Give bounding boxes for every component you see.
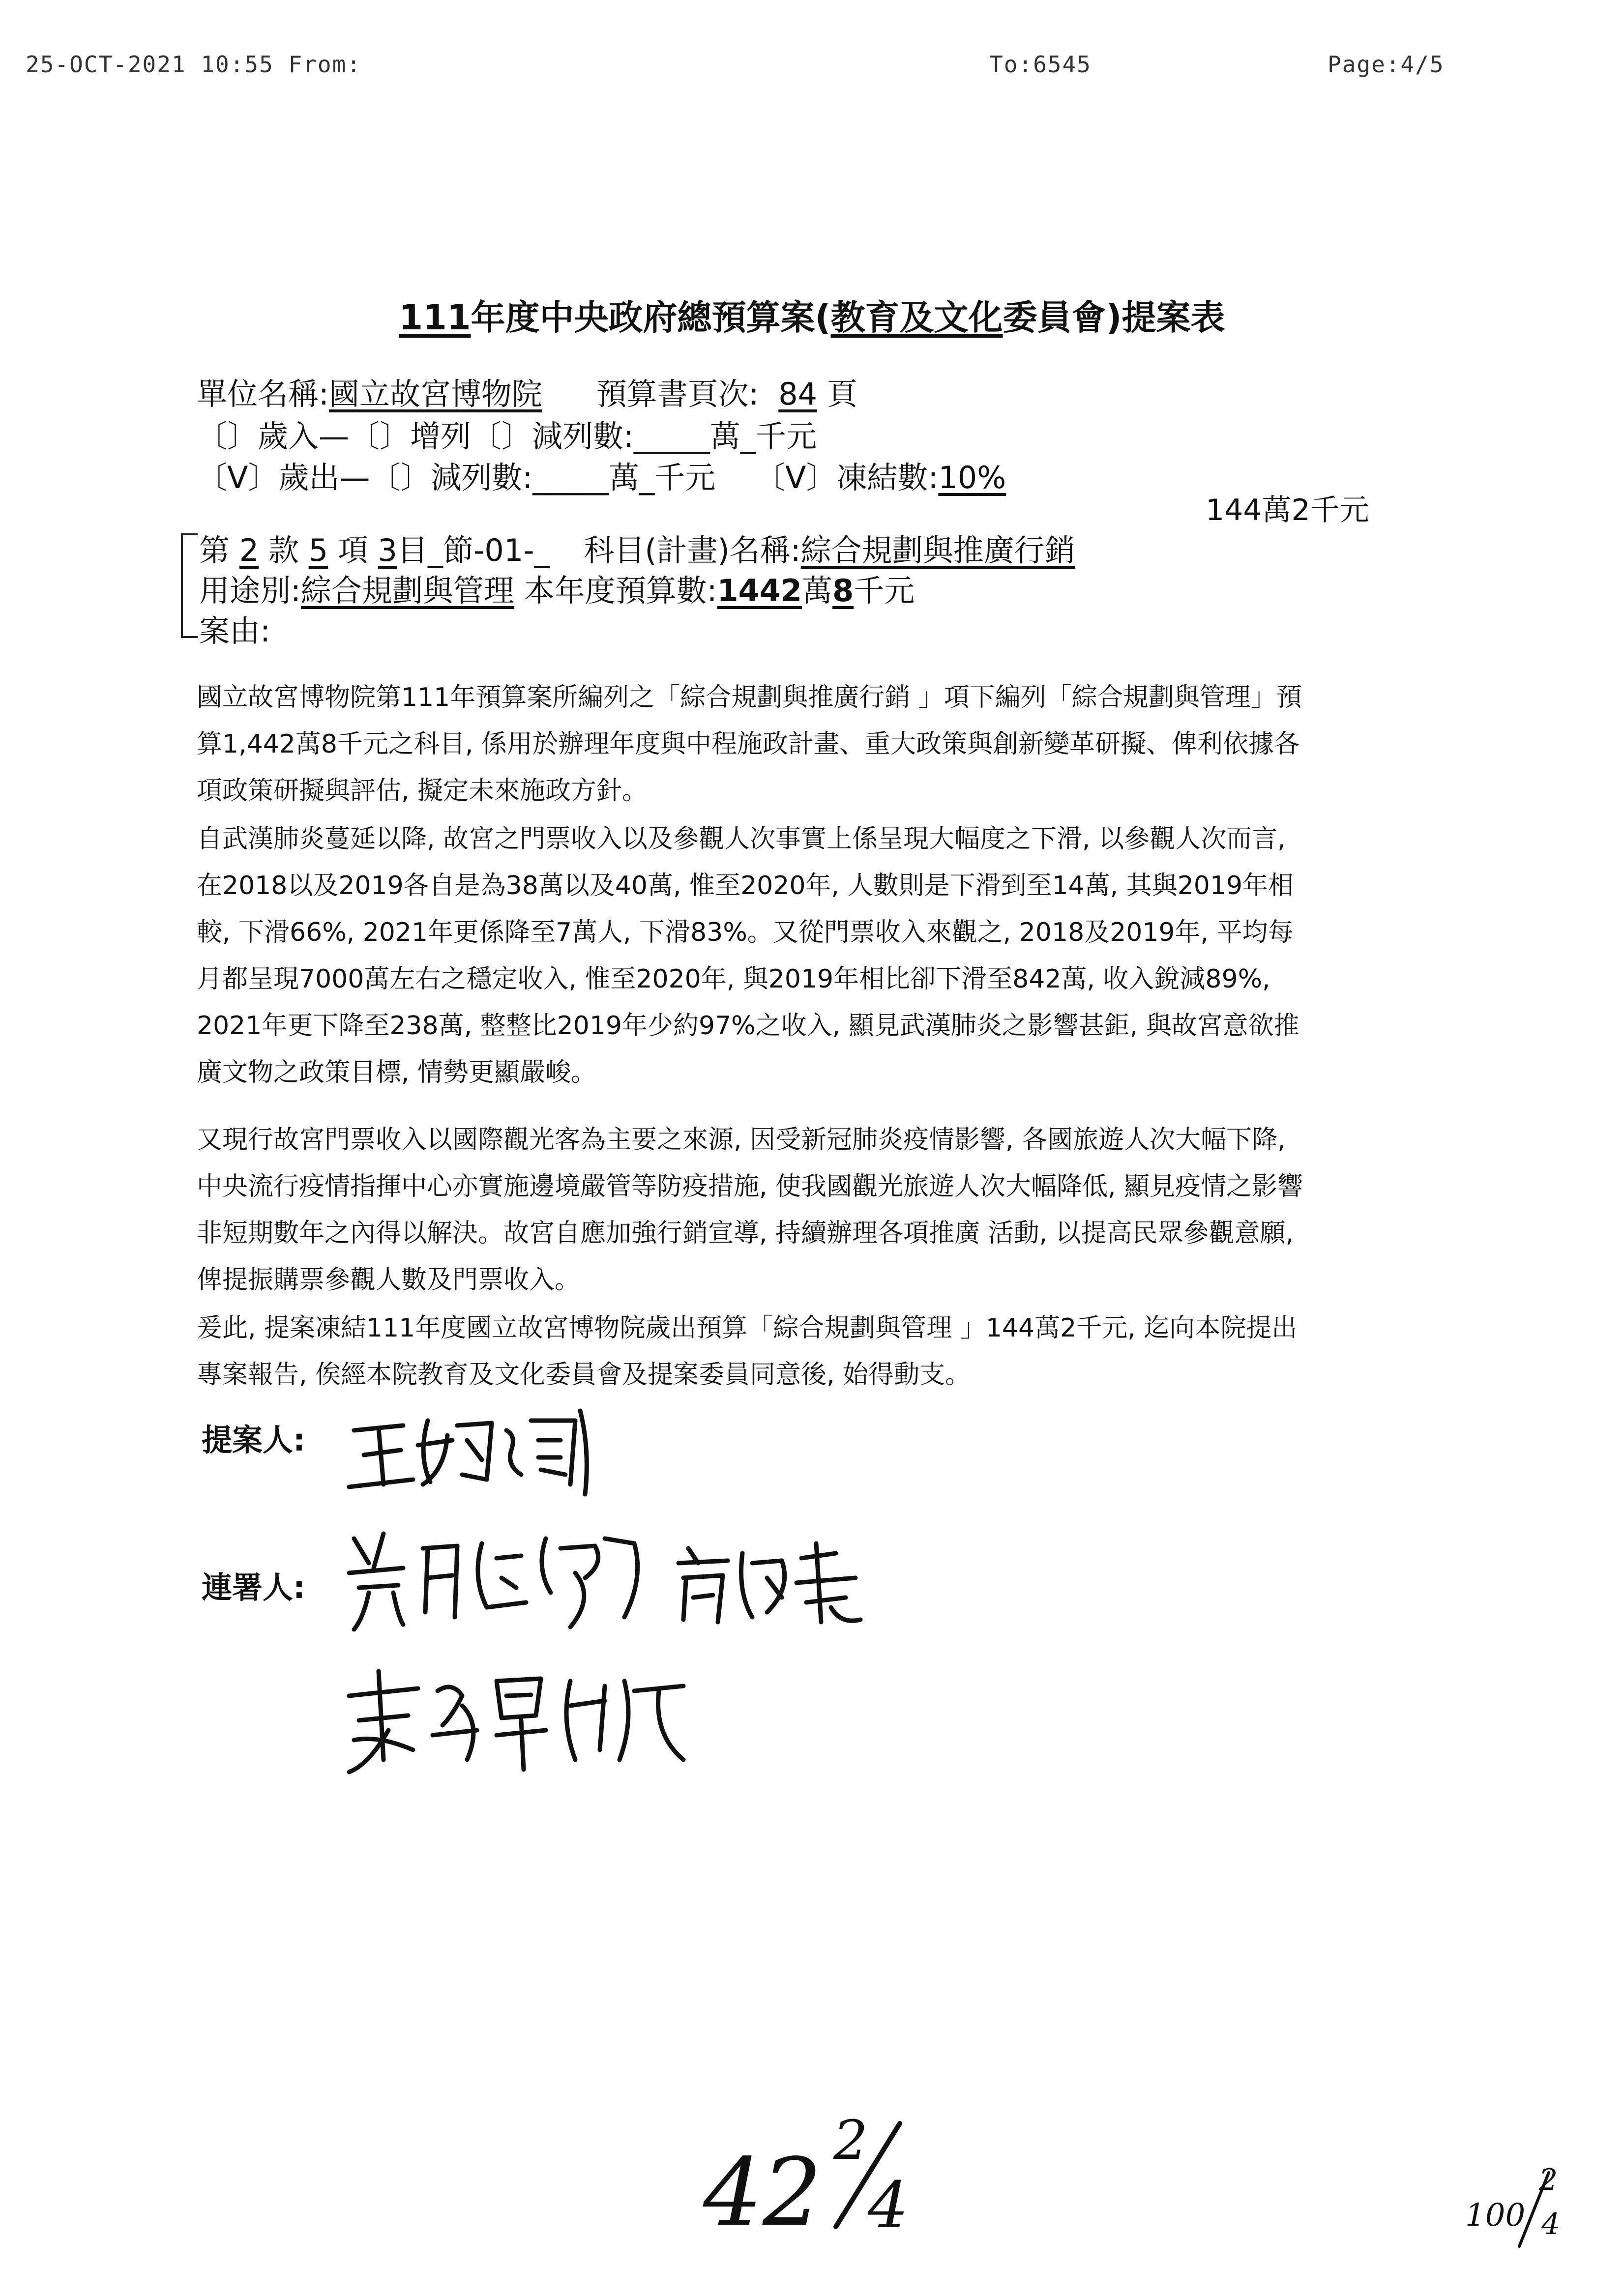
unit-label: 單位名稱: (197, 376, 329, 412)
freeze-value: 10% (938, 460, 1006, 495)
budget-wan: 萬 (802, 573, 833, 609)
paragraph-2: 自武漢肺炎蔓延以降, 故宮之門票收入以及參觀人次事實上係呈現大幅度之下滑, 以參觀人次而言, 在2018以及2019各自是為38萬以及40萬, 惟至2020年, 人數則是下滑到至14萬, 其與2019年相較, 下滑66%, 2021年更係降至7萬人, 下滑83%。又從門票收入來觀之, 2018及2019年, 平均每月都呈現7000萬左右之穩定收入, 惟至2020年, 與2019年相比卻下滑至842萬, 收入銳減89%, 2021年更下降至238萬, 整整比2019年少約97%之收入, 顯見武漢肺炎之影響甚鉅, 與故宮意欲推廣文物之政策目標, 情勢更顯嚴峻。 (197, 824, 1299, 1087)
corner-mark-main: 100 (1465, 2197, 1526, 2234)
cosigner-label: 連署人: (202, 1569, 305, 1605)
corner-mark-numerator: 2 (1539, 2163, 1558, 2197)
revenue-row: 〔〕歲入—〔〕增列〔〕減列數:_____萬_千元 (197, 418, 817, 454)
paragraph-3: 又現行故宮門票收入以國際觀光客為主要之來源, 因受新冠肺炎疫情影響, 各國旅遊人次大幅下降, 中央流行疫情指揮中心亦實施邊境嚴管等防疫措施, 使我國觀光旅遊人次大幅降低, 顯見疫情之影響非短期數年之內得以解決。故宮自應加強行銷宣導, 持續辦理各項推廣 活動, 以提高民眾參觀意願, 俾提振購票參觀人數及門票收入。 (197, 1125, 1303, 1295)
budget-page-label: 預算書頁次: (596, 376, 759, 412)
cosigner-signature-1 (339, 1519, 654, 1639)
item-kuan: 2 (239, 532, 259, 568)
title-text-2: 委員會)提案表 (1003, 297, 1225, 338)
budget-amount-qian: 8 (832, 573, 854, 609)
freeze-amount: 144萬2千元 (1206, 493, 1369, 527)
budget-page-value: 84 (778, 376, 818, 412)
budget-qian: 千元 (854, 573, 915, 609)
item-prefix: 第 (199, 532, 230, 568)
title-committee: 教育及文化 (830, 297, 1003, 338)
fax-header-left: 25-OCT-2021 10:55 From: (26, 51, 361, 78)
cosigner-signature-3 (339, 1661, 713, 1781)
corner-mark-denominator: 4 (1541, 2207, 1561, 2241)
item-xiang: 5 (308, 532, 328, 568)
title-year: 111 (399, 297, 471, 338)
item-mu: 3 (378, 532, 397, 568)
item-rest: 目_節-01-_ (397, 532, 550, 568)
item-row (199, 526, 1075, 570)
budget-page-suffix: 頁 (827, 376, 857, 412)
item-kuan-label: 款 (268, 532, 299, 568)
fax-header-page: Page:4/5 (1328, 51, 1445, 78)
budget-amount-wan: 1442 (717, 573, 802, 609)
proposer-label: 提案人: (202, 1422, 305, 1458)
purpose-value: 綜合規劃與管理 (300, 573, 514, 609)
subject-value: 綜合規劃與推廣行銷 (800, 532, 1075, 568)
freeze-label: 〔V〕凍結數: (755, 460, 939, 495)
unit-row (197, 370, 857, 413)
cosigner-signature-2 (669, 1534, 875, 1634)
page-number-main: 42 (703, 2138, 822, 2247)
expense-text: 〔V〕歲出—〔〕減列數:_____萬_千元 (197, 460, 716, 495)
expense-row (197, 453, 1006, 497)
purpose-row (199, 566, 915, 610)
page-title (0, 290, 1624, 340)
page-number-numerator: 2 (833, 2109, 868, 2172)
budget-label: 本年度預算數: (524, 573, 717, 609)
paragraph-4: 爰此, 提案凍結111年度國立故宮博物院歲出預算「綜合規劃與管理 」144萬2千元, 迄向本院提出專案報告, 俟經本院教育及文化委員會及提案委員同意後, 始得動支。 (197, 1313, 1298, 1390)
unit-value: 國立故宮博物院 (328, 376, 542, 412)
fax-header-recipient: To:6545 (989, 51, 1092, 78)
paragraph-1: 國立故宮博物院第111年預算案所編列之「綜合規劃與推廣行銷 」項下編列「綜合規劃與管理」預算1,442萬8千元之科目, 係用於辦理年度與中程施政計畫、重大政策與創新變革研擬、俾利依據各項政策研擬與評估, 擬定未來施政方針。 (197, 683, 1302, 806)
item-xiang-label: 項 (337, 532, 368, 568)
title-text-1: 年度中央政府總預算案( (471, 297, 831, 338)
purpose-label: 用途別: (199, 573, 301, 609)
item-bracket (181, 533, 198, 638)
reason-label: 案由: (199, 613, 270, 649)
proposer-signature (344, 1401, 600, 1501)
subject-label: 科目(計畫)名稱: (584, 532, 801, 568)
page-number-denominator: 4 (868, 2168, 909, 2242)
